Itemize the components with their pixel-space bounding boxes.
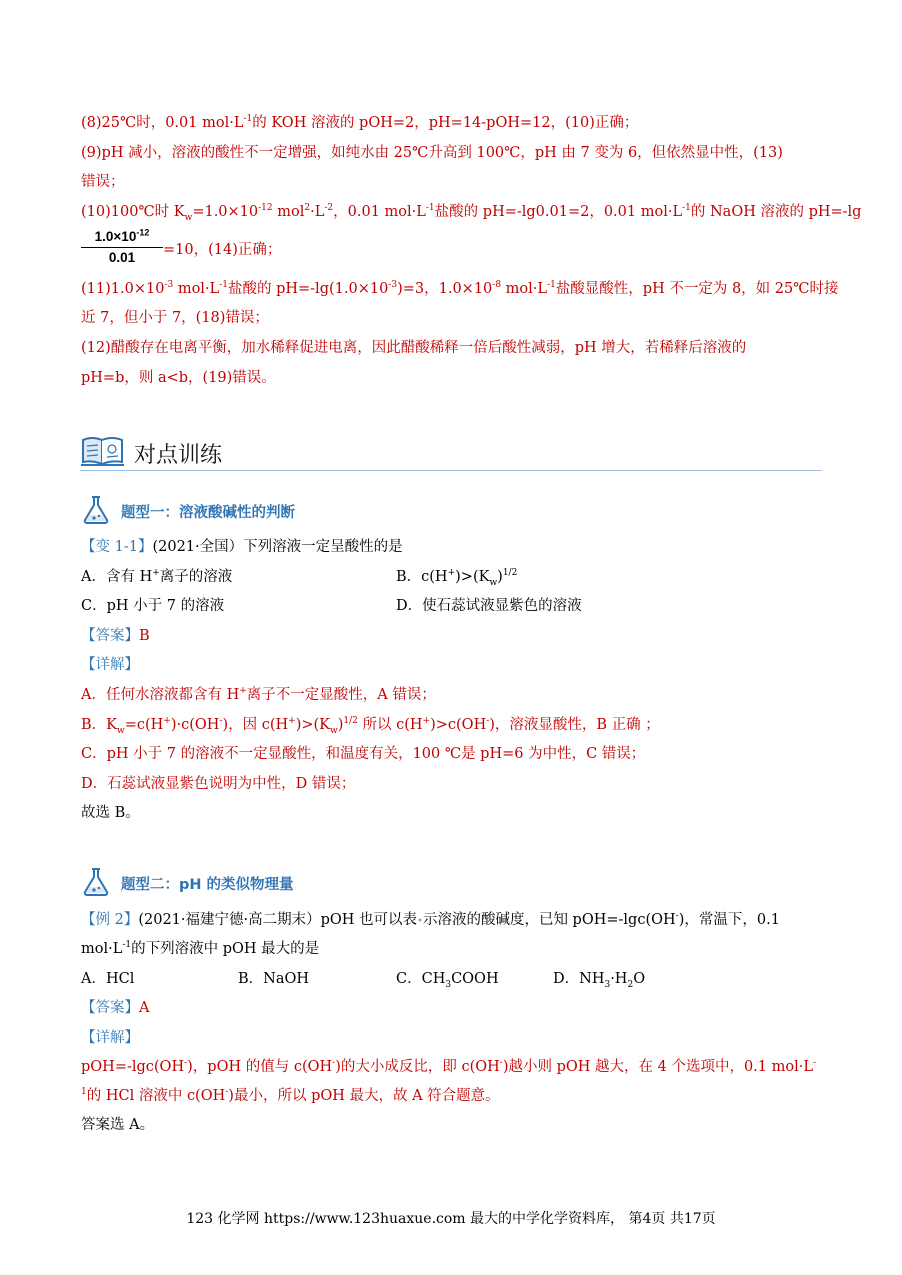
fraction-numerator: $1.0\times 10^{-12}$ <box>94 227 150 244</box>
solution-line-12-cont: pH=b，则 a<b，(19)错误。 <box>81 370 276 386</box>
answer-label: 【答案】B <box>81 628 150 644</box>
option-d: D．使石蕊试液显紫色的溶液 <box>396 598 582 614</box>
section-title: 对点训练 <box>134 443 223 468</box>
question-type-1-title: 题型一：溶液酸碱性的判断 <box>121 505 295 521</box>
explanation-a: A．任何水溶液都含有 H+离子不一定显酸性，A 错误； <box>81 686 436 703</box>
option-b: B．$c(H^+)>(K_w)^{1/2}$ <box>396 568 518 588</box>
solution-line-10-result: =10，(14)正确； <box>163 242 282 258</box>
option-a: A．HCl <box>81 971 135 987</box>
solution-line-8: (8)25℃时，0.01 $mol\cdot L^{-1}$的 KOH 溶液的 pOH=2，pH=14-pOH=12，(10)正确； <box>81 114 639 131</box>
solution-line-9: (9)pH 减小，溶液的酸性不一定增强，如纯水由 25℃升高到 100℃，pH 由 7 变为 6，但依然显中性，(13) <box>81 145 783 161</box>
explanation-label: 【详解】 <box>81 1030 139 1046</box>
option-d: D．$NH_3\cdot H_2O$ <box>553 971 646 990</box>
explanation-line-2: $^1$的 HCl 溶液中 c(OH-)最小，所以 pOH 最大，故 A 符合题意。 <box>81 1087 500 1104</box>
explanation-label: 【详解】 <box>81 657 139 673</box>
solution-line-12: (12)醋酸存在电离平衡，加水稀释促进电离，因此醋酸稀释一倍后酸性减弱，pH 增大，若稀释后溶液的 <box>81 340 747 356</box>
page-footer: 123 化学网 https://www.123huaxue.com 最大的中学化学资料库， 第4页 共17页 <box>186 1211 716 1227</box>
explanation-c: C．pH 小于 7 的溶液不一定显酸性，和温度有关，100 ℃是 pH=6 为中性，C 错误； <box>81 746 646 762</box>
explanation-line-1: pOH=-lgc(OH-)，pOH 的值与 c(OH-)的大小成反比，即 c(OH-)越小则 pOH 越大，在 4 个选项中，0.1 mol·L- <box>81 1058 817 1075</box>
fraction <box>81 228 163 267</box>
option-c: C．pH 小于 7 的溶液 <box>81 598 225 614</box>
section-rule <box>80 470 822 471</box>
option-a: A．含有 H+离子的溶液 <box>81 568 233 585</box>
solution-line-11: $(11)1.0\times 10^{-3}$ $mol\cdot L^{-1}$盐酸的 $pH=-\lg(1.0\times 10^{-3})=3$，$1.0\times 10^{-8}$ $mol\cdot L^{-1}$盐酸显酸性，pH 不一定为 8，如 25℃时接 <box>81 280 839 297</box>
solution-line-10: (10)100℃时 $K_w=1.0\times 10^{-12}$ $mol^2\cdot L^{-2}$，0.01 $mol\cdot L^{-1}$盐酸的 pH=-lg0.01=2，0.01 $mol\cdot L^{-1}$的 NaOH 溶液的 pH=-lg <box>81 203 862 223</box>
explanation-conclusion: 故选 B。 <box>81 805 140 821</box>
explanation-d: D．石蕊试液显紫色说明为中性，D 错误； <box>81 776 356 792</box>
flask-icon <box>81 495 113 525</box>
fraction-bar <box>81 247 163 248</box>
fraction-denominator: 0.01 <box>108 250 136 265</box>
option-b: B．NaOH <box>238 971 310 987</box>
option-c: C．$CH_3COOH$ <box>396 971 499 990</box>
question-2-stem-cont: $mol\cdot L^{-1}$的下列溶液中 pOH 最大的是 <box>81 940 320 957</box>
section-header <box>80 428 822 472</box>
question-2-stem: 【例 2】(2021·福建宁德·高二期末）pOH 也可以表•示溶液的酸碱度，已知 pOH=-lgc(OH-)，常温下，0.1 <box>81 911 780 928</box>
solution-line-9-cont: 错误； <box>81 174 125 190</box>
solution-line-11-cont: 近 7，但小于 7，(18)错误； <box>81 310 269 326</box>
book-icon <box>80 430 128 470</box>
answer-label: 【答案】A <box>81 1000 150 1016</box>
question-1-stem: 【变 1-1】(2021·全国）下列溶液一定呈酸性的是 <box>81 539 403 555</box>
explanation-conclusion: 答案选 A。 <box>81 1117 155 1133</box>
question-type-2-title: 题型二：pH 的类似物理量 <box>121 877 294 893</box>
flask-icon <box>81 867 113 897</box>
explanation-b: B．$K_w=c(H^+)\cdot c(OH^-)$，因 $c(H^+)>(K_w)^{1/2}$ 所以 c(H+)>c(OH-)，溶液显酸性，B 正确 ； <box>81 716 660 736</box>
